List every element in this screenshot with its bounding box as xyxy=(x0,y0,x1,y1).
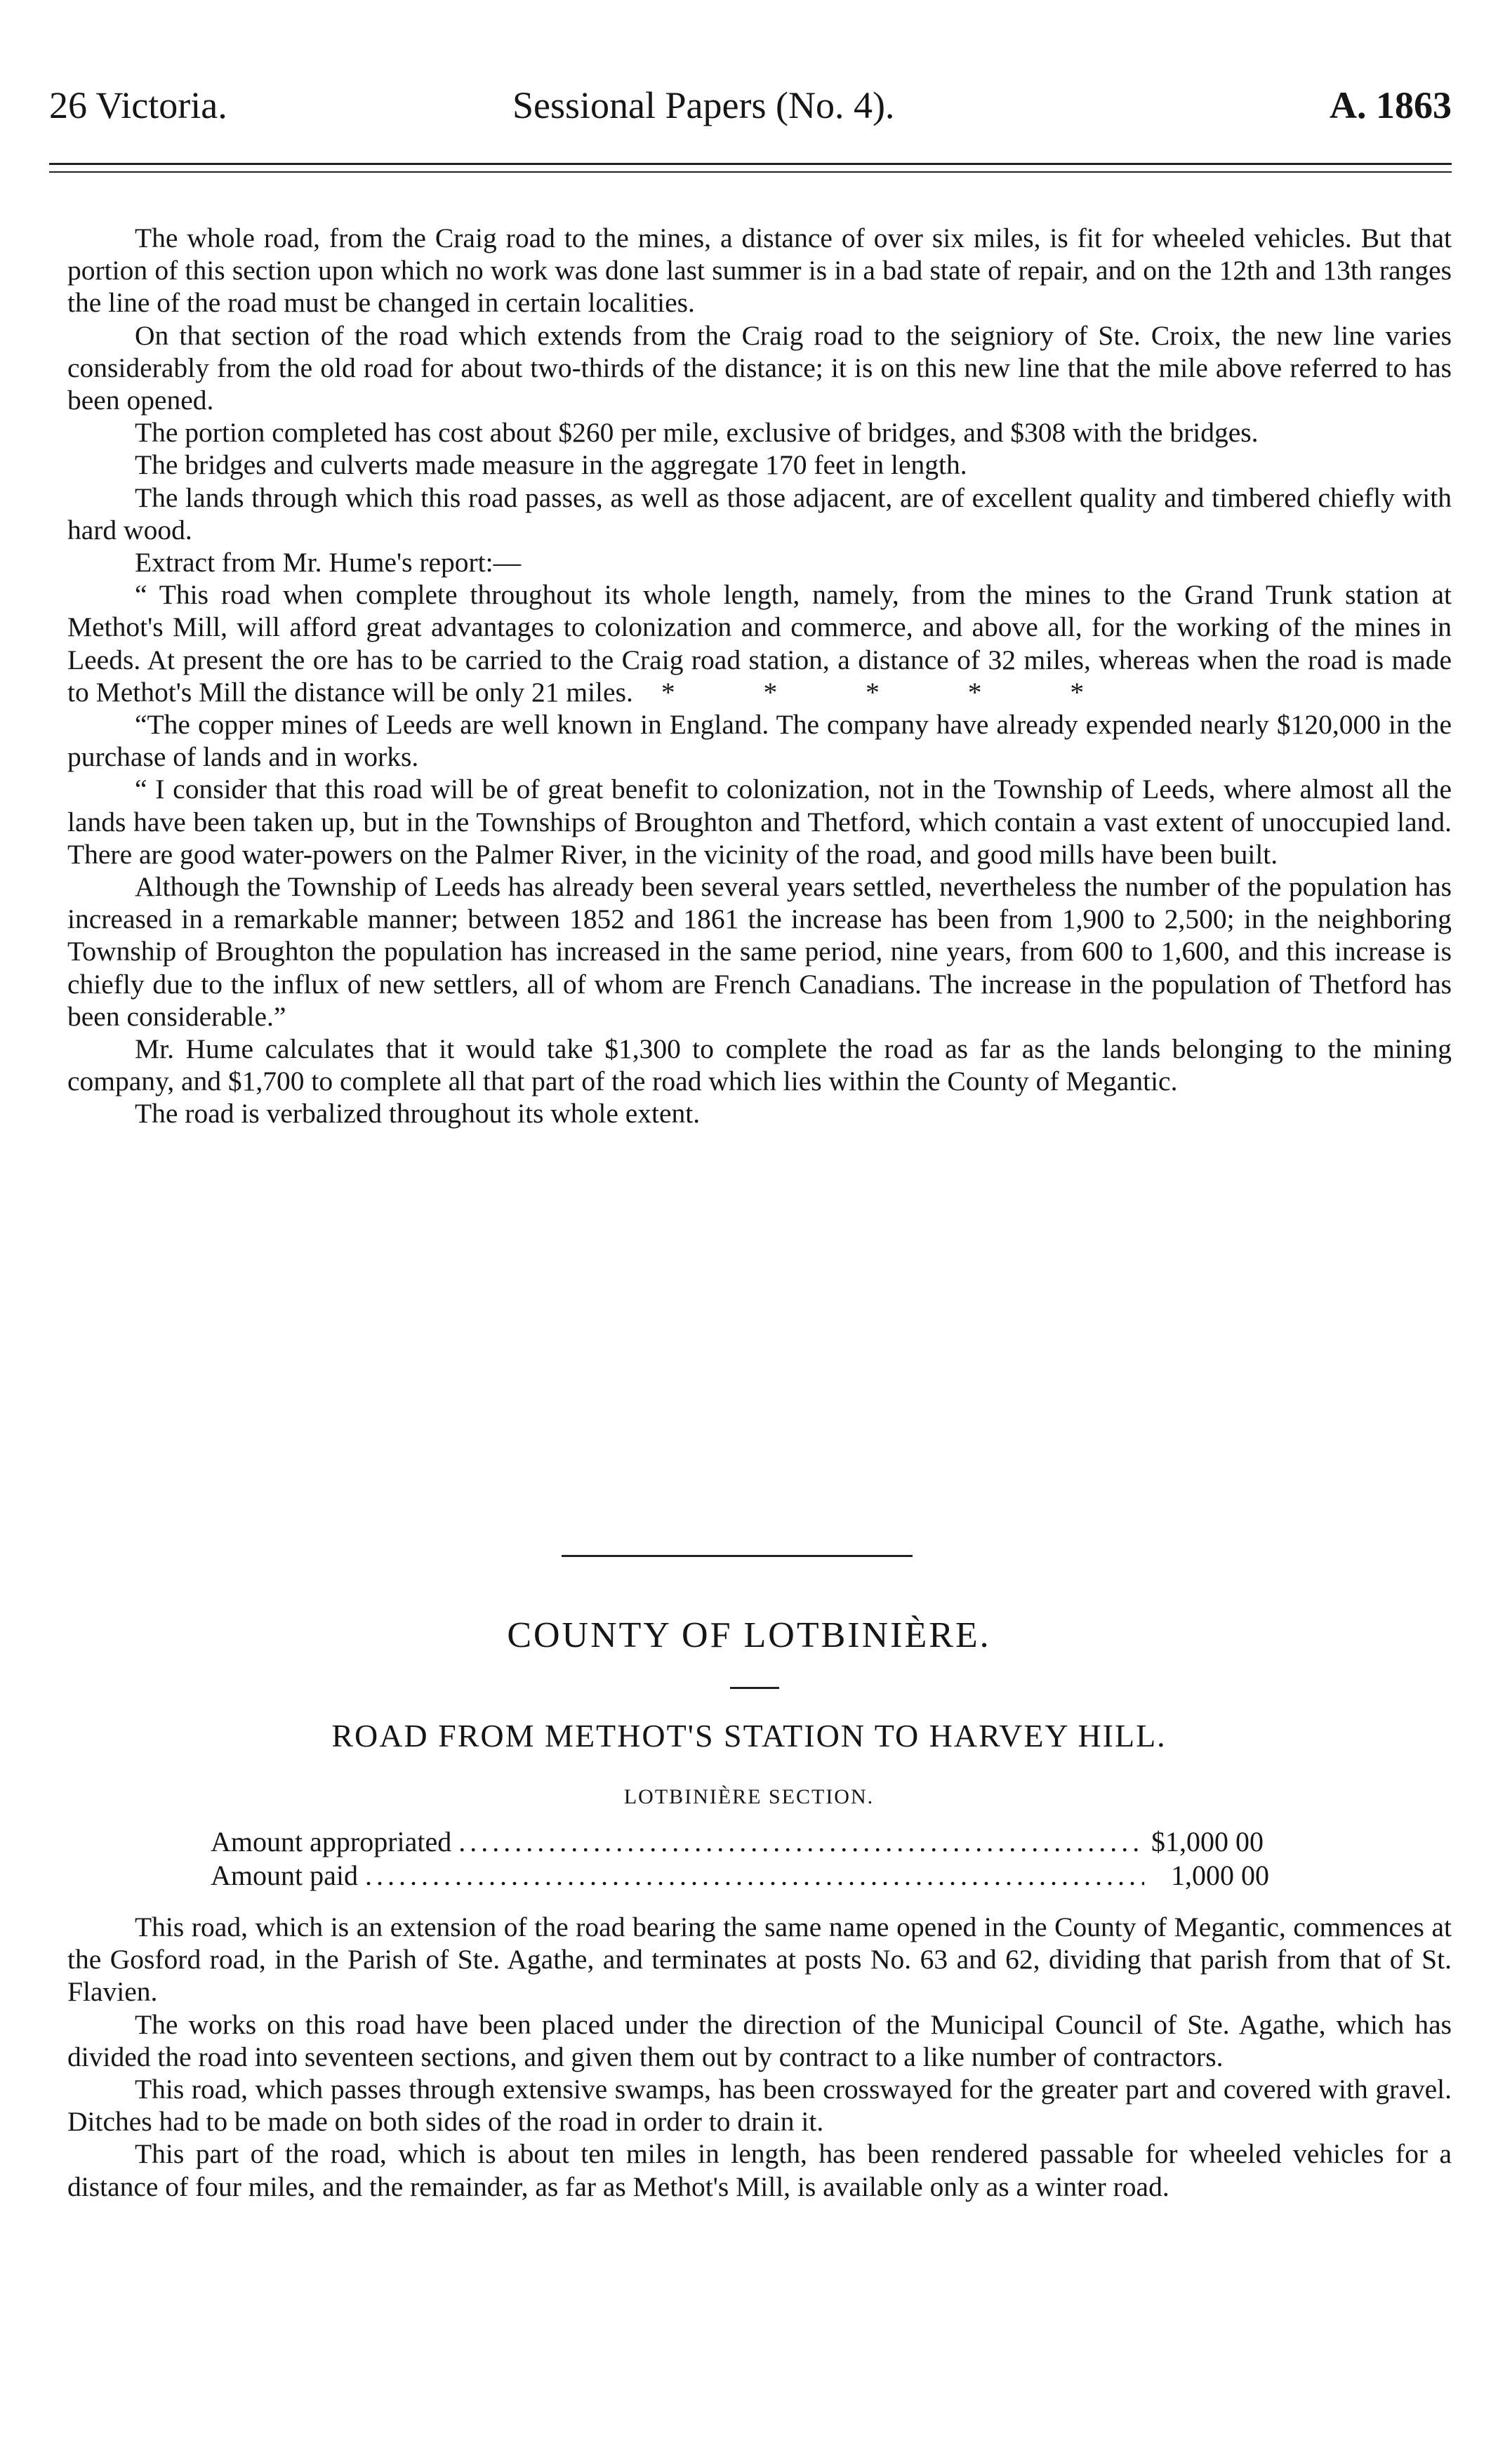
amount-value: 1,000 00 xyxy=(1171,1860,1269,1891)
paragraph: The road is verbalized throughout its whole extent. xyxy=(135,1098,701,1130)
paragraph: The lands through which this road passes, as well as those adjacent, are of excellent quality and timbered chiefly with hard wood. xyxy=(67,482,1452,545)
header-rule-top xyxy=(49,163,1452,165)
road-title: ROAD FROM METHOT'S STATION TO HARVEY HILL. xyxy=(331,1718,1167,1754)
county-heading: COUNTY OF LOTBINIÈRE. xyxy=(507,1615,991,1655)
amounts-table xyxy=(211,1825,1327,1893)
quote-paragraph: “The copper mines of Leeds are well known in England. The company have already expended nearly $120,000 in the purchase of lands and in works. xyxy=(67,709,1452,773)
section-label: LOTBINIÈRE SECTION. xyxy=(623,1785,875,1808)
dot-leader xyxy=(365,1859,1144,1893)
quote-text: “ This road when complete throughout its whole length, namely, from the mines to the Grand Trunk station at Methot's Mill, will afford great advantages to colonization and commerce, and above all, for the working of the mines in Leeds. At present the ore has to be carried to the Craig road station, a distance of 32 miles, whereas when the road is made to Methot's Mill the distance will be only 21 miles. xyxy=(67,579,1452,708)
header-year: A. 1863 xyxy=(1330,84,1452,126)
dot-leader xyxy=(458,1825,1144,1859)
amount-label: Amount appropriated xyxy=(211,1826,452,1857)
amount-row-paid xyxy=(211,1859,1327,1893)
paragraph: Extract from Mr. Hume's report:— xyxy=(135,547,522,578)
paragraph: The portion completed has cost about $260 per mile, exclusive of bridges, and $308 with the bridges. xyxy=(135,417,1259,449)
county-underline xyxy=(730,1687,779,1689)
ellipsis-stars: * * * * * xyxy=(661,676,1125,708)
amount-value: $1,000 00 xyxy=(1151,1826,1264,1857)
paragraph: This road, which is an extension of the road bearing the same name opened in the County of Megantic, commences at the Gosford road, in the Parish of Ste. Agathe, and terminates at posts No. 63 and 62, dividing that parish from that of St. Flavien. xyxy=(67,1912,1452,2008)
paragraph: This part of the road, which is about ten miles in length, has been rendered passable for wheeled vehicles for a distance of four miles, and the remainder, as far as Methot's Mill, is available only as a winter road. xyxy=(67,2138,1452,2202)
quote-paragraph xyxy=(67,578,1452,708)
paragraph: Mr. Hume calculates that it would take $1,300 to complete the road as far as the lands belonging to the mining company, and $1,700 to complete all that part of the road which lies within the County of Megantic. xyxy=(67,1033,1452,1097)
amount-row-appropriated xyxy=(211,1825,1327,1859)
section-divider xyxy=(562,1555,913,1557)
header-sessional-papers: Sessional Papers (No. 4). xyxy=(512,84,895,126)
paragraph: Although the Township of Leeds has already been several years settled, nevertheless the number of the population has increased in a remarkable manner; between 1852 and 1861 the increase has been from 1,900 to 2,500; in the neighboring Township of Broughton the population has increased in the same period, nine years, from 600 to 1,600, and this increase is chiefly due to the influx of new settlers, all of whom are French Canadians. The increase in the population of Thetford has been considerable.” xyxy=(67,871,1452,1032)
section-megantic-text xyxy=(67,222,1452,1130)
section-lotbiniere-text xyxy=(67,1911,1452,2203)
paragraph: The works on this road have been placed under the direction of the Municipal Council of Ste. Agathe, which has divided the road into seventeen sections, and given them out by contract to a like number of contractors. xyxy=(67,2008,1452,2072)
paragraph: The bridges and culverts made measure in the aggregate 170 feet in length. xyxy=(135,449,967,481)
paragraph: On that section of the road which extends from the Craig road to the seigniory of Ste. Croix, the new line varies considerably from the old road for about two-thirds of the distance; it is on this new line that the mile above referred to has been opened. xyxy=(67,319,1452,416)
amount-label: Amount paid xyxy=(211,1860,358,1891)
paragraph: The whole road, from the Craig road to the mines, a distance of over six miles, is fit for wheeled vehicles. But that portion of this section upon which no work was done last summer is in a bad state of repair, and on the 12th and 13th ranges the line of the road must be changed in certain localities. xyxy=(67,223,1452,319)
header-rule-bottom xyxy=(49,171,1452,173)
header-volume: 26 Victoria. xyxy=(49,84,227,126)
page-header xyxy=(49,77,1452,133)
paragraph: This road, which passes through extensive swamps, has been crosswayed for the greater part and covered with gravel. Ditches had to be made on both sides of the road in order to drain it. xyxy=(67,2074,1452,2138)
quote-paragraph: “ I consider that this road will be of great benefit to colonization, not in the Township of Leeds, where almost all the lands have been taken up, but in the Townships of Broughton and Thetford, which contain a vast extent of unoccupied land. There are good water-powers on the Palmer River, in the vicinity of the road, and good mills have been built. xyxy=(67,774,1452,870)
